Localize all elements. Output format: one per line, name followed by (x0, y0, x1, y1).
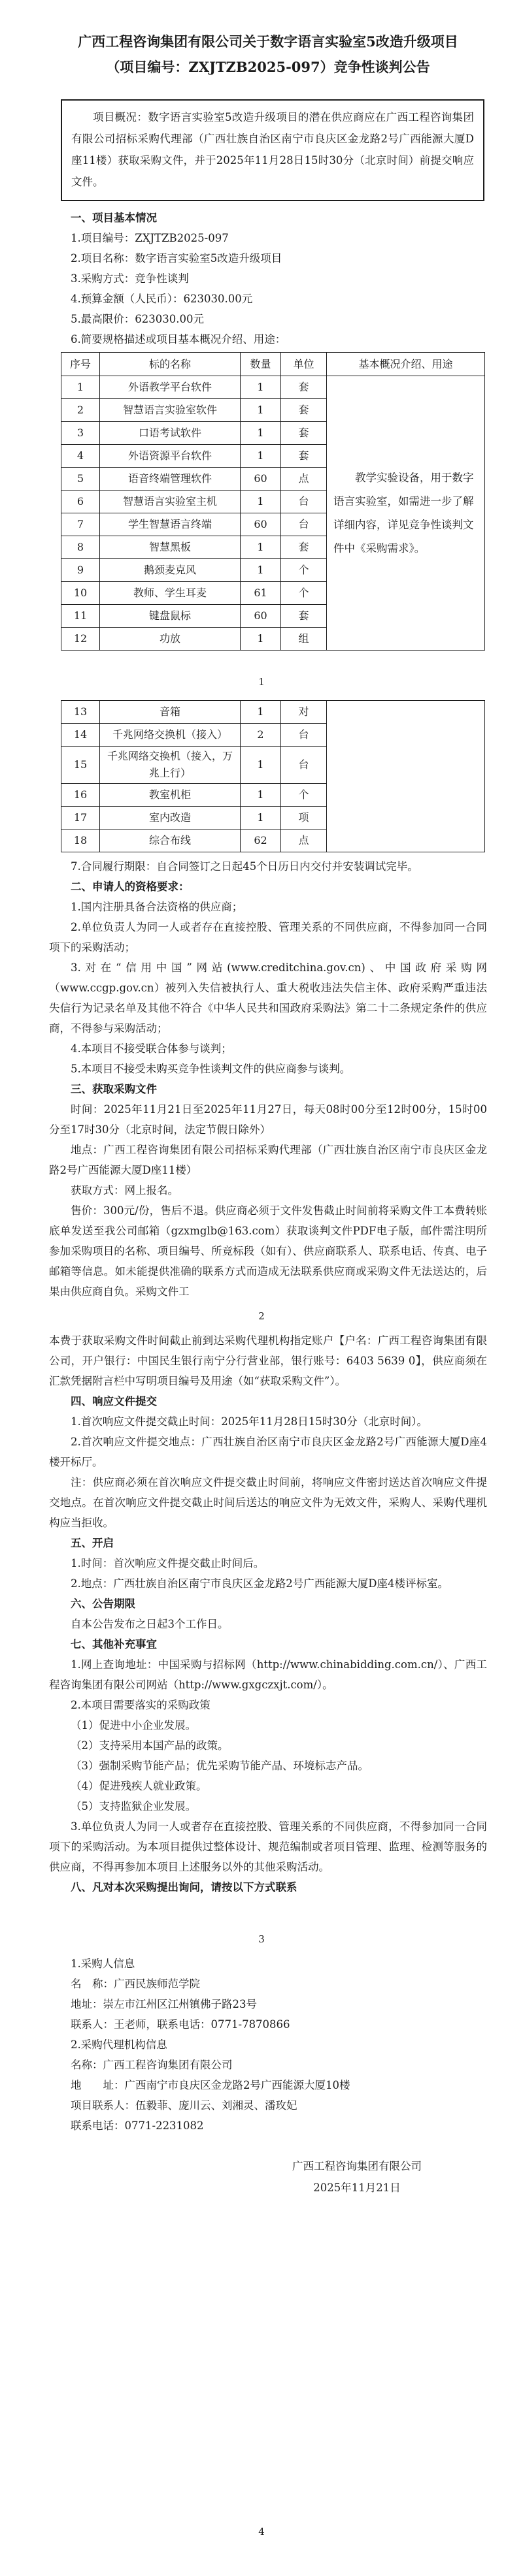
section-heading: 一、项目基本情况 (71, 212, 157, 224)
paragraph: （4）促进残疾人就业政策。 (71, 1780, 207, 1792)
column-header-unit: 单位 (281, 353, 327, 376)
paragraph: 联系人：王老师，联系电话：0771-7870866 (71, 2018, 290, 2031)
paragraph: 注：供应商必须在首次响应文件提交截止时间前，将响应文件密封送达首次响应文件提交地点。在首次响应文件提交截止时间后送达的响应文件为无效文件，采购人、采购代理机构应当拒收。 (49, 1476, 487, 1529)
cell-unit: 台 (281, 724, 327, 747)
paragraph: 项目联系人：伍毅菲、庞川云、刘湘灵、潘玫妃 (71, 2099, 297, 2112)
cell-index: 4 (61, 445, 100, 468)
cell-unit: 套 (281, 376, 327, 399)
paragraph: 2.单位负责人为同一人或者存在直接控股、管理关系的不同供应商，不得参加同一合同项下的采购活动； (49, 921, 487, 954)
cell-qty: 1 (241, 376, 281, 399)
document-title-line-2: （项目编号：ZXJTZB2025-097）竞争性谈判公告 (106, 59, 430, 75)
paragraph: （5）支持监狱企业发展。 (71, 1800, 196, 1812)
cell-qty: 1 (241, 784, 281, 807)
column-header-qty: 数量 (241, 353, 281, 376)
paragraph: 3.单位负责人为同一人或者存在直接控股、管理关系的不同供应商，不得参加同一合同项下的采购活动。为本项目提供过整体设计、规范编制或者项目管理、监理、检测等服务的供应商，不得再参加本项目上述服务以外的其他采购活动。 (49, 1820, 487, 1873)
paragraph: 4.预算金额（人民币）：623030.00元 (71, 293, 253, 305)
paragraph: 2.首次响应文件提交地点：广西壮族自治区南宁市良庆区金龙路2号广西能源大厦D座4楼开标厅。 (49, 1436, 487, 1468)
paragraph: 获取方式：网上报名。 (71, 1184, 178, 1197)
paragraph: 自本公告发布之日起3个工作日。 (71, 1618, 229, 1630)
cell-name: 外语教学平台软件 (100, 376, 241, 399)
cell-qty: 1 (241, 701, 281, 724)
cell-qty: 60 (241, 468, 281, 491)
whitespace-gap (49, 1897, 487, 1925)
paragraph: 地 址：广西南宁市良庆区金龙路2号广西能源大厦10楼 (71, 2079, 350, 2091)
paragraph: 2.项目名称：数字语言实验室5改造升级项目 (71, 252, 282, 265)
cell-index: 14 (61, 724, 100, 747)
intro-section (49, 208, 487, 349)
paragraph: 3.采购方式：竞争性谈判 (71, 272, 189, 285)
project-overview-box (61, 99, 484, 201)
cell-name: 室内改造 (100, 807, 241, 829)
paragraph: （3）强制采购节能产品；优先采购节能产品、环境标志产品。 (71, 1760, 369, 1772)
page-number: 3 (258, 1933, 265, 1945)
paragraph: 7.合同履行期限：自合同签订之日起45个日历日内交付并安装调试完毕。 (71, 860, 418, 873)
cell-index: 17 (61, 807, 100, 829)
cell-qty: 1 (241, 445, 281, 468)
page-number: 2 (258, 1310, 265, 1322)
cell-unit: 对 (281, 701, 327, 724)
cell-qty: 1 (241, 628, 281, 651)
items-table-part2 (61, 700, 485, 852)
cell-unit: 个 (281, 559, 327, 582)
cell-name: 智慧语言实验室软件 (100, 399, 241, 422)
paragraph: 3.对在“信用中国”网站(www.creditchina.gov.cn)、中国政府采购网（www.ccgp.gov.cn）被列入失信被执行人、重大税收违法失信主体、政府采购严重违法失信行为记录名单及其他不符合《中华人民共和国政府采购法》第二十二条规定条件的供应商，不得参与采购活动； (49, 961, 487, 1035)
cell-qty: 60 (241, 513, 281, 536)
cell-unit: 套 (281, 399, 327, 422)
cell-index: 6 (61, 491, 100, 513)
cell-qty: 1 (241, 807, 281, 829)
table-row (61, 701, 485, 724)
cell-description-merged: 教学实验设备，用于数字语言实验室，如需进一步了解详细内容，详见竞争性谈判文件中《采购需求》。 (327, 376, 485, 651)
paragraph: 1.项目编号：ZXJTZB2025-097 (71, 232, 229, 244)
table-header-row (61, 353, 485, 376)
section-heading: 八、凡对本次采购提出询问，请按以下方式联系 (71, 1881, 297, 1893)
body-sections (49, 856, 487, 2136)
cell-index: 2 (61, 399, 100, 422)
project-overview-text: 项目概况：数字语言实验室5改造升级项目的潜在供应商应在广西工程咨询集团有限公司招标采购代理部（广西壮族自治区南宁市良庆区金龙路2号广西能源大厦D座11楼）获取采购文件，并于2025年11月28日15时30分（北京时间）前提交响应文件。 (71, 111, 474, 188)
cell-qty: 61 (241, 582, 281, 605)
cell-index: 15 (61, 747, 100, 784)
column-header-index: 序号 (61, 353, 100, 376)
section-heading: 四、响应文件提交 (71, 1395, 157, 1408)
section-heading: 二、申请人的资格要求： (71, 880, 190, 893)
paragraph: 名称：广西工程咨询集团有限公司 (71, 2059, 233, 2071)
cell-index: 11 (61, 605, 100, 628)
cell-name: 千兆网络交换机（接入） (100, 724, 241, 747)
signature-block (292, 2155, 422, 2198)
cell-unit: 套 (281, 536, 327, 559)
paragraph: （1）促进中小企业发展。 (71, 1719, 196, 1731)
cell-qty: 1 (241, 536, 281, 559)
paragraph: 联系电话：0771-2231082 (71, 2119, 204, 2132)
page-number: 1 (258, 676, 265, 688)
cell-index: 7 (61, 513, 100, 536)
paragraph: 5.最高限价：623030.00元 (71, 313, 204, 325)
paragraph: 时间：2025年11月21日至2025年11月27日，每天08时00分至12时00分，15时00分至17时30分（北京时间，法定节假日除外） (49, 1103, 487, 1136)
cell-unit: 套 (281, 422, 327, 445)
paragraph: 地址：崇左市江州区江州镇佛子路23号 (71, 1998, 257, 2010)
paragraph: （2）支持采用本国产品的政策。 (71, 1739, 229, 1752)
paragraph: 1.采购人信息 (71, 1957, 135, 1970)
cell-name: 鹅颈麦克风 (100, 559, 241, 582)
cell-unit: 套 (281, 605, 327, 628)
cell-unit: 台 (281, 491, 327, 513)
cell-index: 1 (61, 376, 100, 399)
cell-unit: 台 (281, 513, 327, 536)
items-table-part1 (61, 352, 485, 651)
paragraph: 1.时间：首次响应文件提交截止时间后。 (71, 1557, 265, 1570)
cell-qty: 1 (241, 747, 281, 784)
paragraph: 5.本项目不接受未购买竞争性谈判文件的供应商参与谈判。 (71, 1063, 351, 1075)
signature-date: 2025年11月21日 (313, 2182, 401, 2194)
page-number: 4 (258, 2526, 265, 2537)
cell-name: 外语资源平台软件 (100, 445, 241, 468)
section-heading: 六、公告期限 (71, 1598, 135, 1610)
cell-qty: 1 (241, 491, 281, 513)
cell-name: 音箱 (100, 701, 241, 724)
cell-name: 口语考试软件 (100, 422, 241, 445)
cell-unit: 套 (281, 445, 327, 468)
document-title-line-1: 广西工程咨询集团有限公司关于数字语言实验室5改造升级项目 (78, 33, 458, 50)
paragraph: 6.简要规格描述或项目基本概况介绍、用途： (71, 333, 286, 346)
cell-name: 语音终端管理软件 (100, 468, 241, 491)
section-heading: 五、开启 (71, 1537, 114, 1549)
paragraph: 2.地点：广西壮族自治区南宁市良庆区金龙路2号广西能源大厦D座4楼评标室。 (71, 1577, 448, 1590)
cell-qty: 2 (241, 724, 281, 747)
document-title (49, 29, 487, 80)
cell-qty: 62 (241, 829, 281, 852)
paragraph: 名 称：广西民族师范学院 (71, 1978, 200, 1990)
cell-unit: 台 (281, 747, 327, 784)
cell-name: 学生智慧语言终端 (100, 513, 241, 536)
paragraph: 2.采购代理机构信息 (71, 2038, 167, 2051)
cell-unit: 组 (281, 628, 327, 651)
cell-index: 5 (61, 468, 100, 491)
page-bottom-whitespace (49, 2198, 487, 2525)
cell-index: 3 (61, 422, 100, 445)
signature-org: 广西工程咨询集团有限公司 (292, 2160, 422, 2172)
cell-index: 10 (61, 582, 100, 605)
cell-name: 键盘鼠标 (100, 605, 241, 628)
paragraph: 地点：广西工程咨询集团有限公司招标采购代理部（广西壮族自治区南宁市良庆区金龙路2号广西能源大厦D座11楼） (49, 1144, 487, 1176)
cell-unit: 个 (281, 784, 327, 807)
table-row (61, 376, 485, 399)
paragraph: 售价：300元/份，售后不退。供应商必须于文件发售截止时间前将采购文件工本费转账底单发送至我公司邮箱（gzxmglb@163.com）获取谈判文件PDF电子版，邮件需注明所参加采购项目的名称、项目编号、所竞标段（如有）、供应商联系人、联系电话、传真、电子邮箱等信息。如未能提供准确的联系方式而造成无法联系供应商或采购文件无法送达的，后果由供应商自负。采购文件工 (49, 1204, 487, 1298)
section-heading: 三、获取采购文件 (71, 1083, 157, 1095)
cell-description-merged (327, 701, 485, 852)
cell-name: 智慧语言实验室主机 (100, 491, 241, 513)
section-heading: 七、其他补充事宜 (71, 1638, 157, 1650)
cell-unit: 点 (281, 468, 327, 491)
cell-index: 12 (61, 628, 100, 651)
cell-index: 18 (61, 829, 100, 852)
cell-name: 智慧黑板 (100, 536, 241, 559)
cell-index: 13 (61, 701, 100, 724)
cell-name: 教师、学生耳麦 (100, 582, 241, 605)
column-header-name: 标的名称 (100, 353, 241, 376)
cell-index: 9 (61, 559, 100, 582)
paragraph: 1.国内注册具备合法资格的供应商； (71, 901, 243, 913)
paragraph: 4.本项目不接受联合体参与谈判； (71, 1042, 232, 1055)
cell-unit: 个 (281, 582, 327, 605)
cell-name: 综合布线 (100, 829, 241, 852)
cell-qty: 1 (241, 422, 281, 445)
cell-index: 16 (61, 784, 100, 807)
cell-qty: 1 (241, 399, 281, 422)
cell-name: 教室机柜 (100, 784, 241, 807)
column-header-desc: 基本概况介绍、用途 (327, 353, 485, 376)
paragraph: 1.网上查询地址：中国采购与招标网（http://www.chinabidding.com.cn/）、广西工程咨询集团有限公司网站（http://www.gxgczxjt.com/）。 (49, 1658, 487, 1691)
paragraph: 1.首次响应文件提交截止时间：2025年11月28日15时30分（北京时间）。 (71, 1415, 428, 1428)
cell-unit: 项 (281, 807, 327, 829)
cell-index: 8 (61, 536, 100, 559)
cell-name: 功放 (100, 628, 241, 651)
paragraph: 本费于获取采购文件时间截止前到达采购代理机构指定账户【户名：广西工程咨询集团有限公司，开户银行：中国民生银行南宁分行营业部，银行账号：6403 5639 0】，供应商须在汇款凭据附言栏中写明项目编号及用途（如“获取采购文件”）。 (49, 1334, 487, 1387)
cell-unit: 点 (281, 829, 327, 852)
cell-name: 千兆网络交换机（接入，万兆上行） (100, 747, 241, 784)
cell-qty: 60 (241, 605, 281, 628)
paragraph: 2.本项目需要落实的采购政策 (71, 1699, 211, 1711)
cell-qty: 1 (241, 559, 281, 582)
